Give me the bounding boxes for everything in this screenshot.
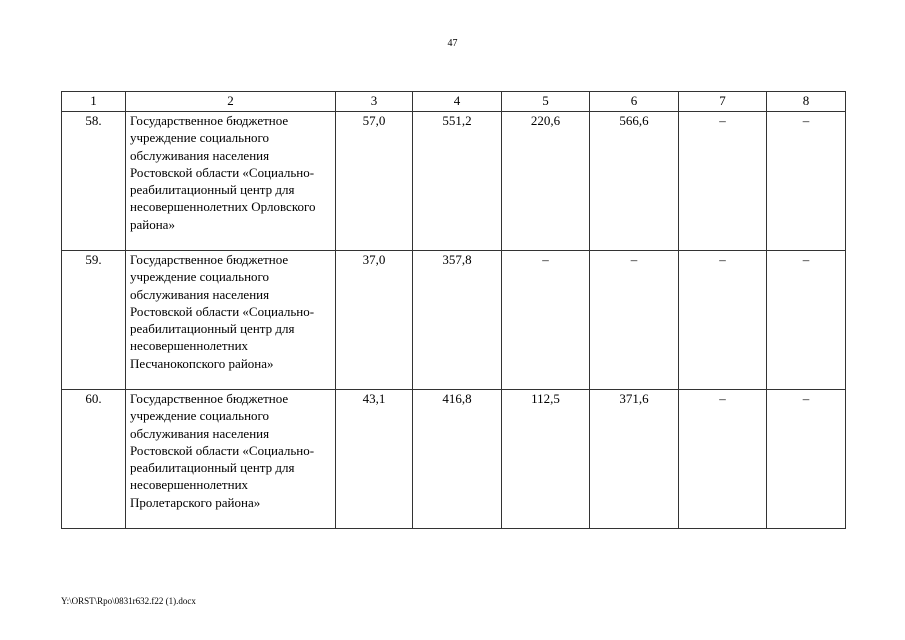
cell-col-5: 220,6: [502, 112, 590, 251]
row-number: 60.: [62, 390, 126, 529]
table-row: [62, 112, 846, 251]
institution-name: Государственное бюджетное учреждение социального обслуживания населения Ростовской области «Социально-реабилитационный центр для несовершеннолетних Пролетарского района»: [126, 390, 336, 529]
cell-col-3: 43,1: [336, 390, 413, 529]
cell-col-6: –: [590, 251, 679, 390]
document-file-path: Y:\ORST\Rpo\0831r632.f22 (1).docx: [61, 596, 196, 606]
cell-col-6: 371,6: [590, 390, 679, 529]
cell-col-4: 357,8: [413, 251, 502, 390]
column-header: 2: [126, 92, 336, 112]
cell-col-3: 57,0: [336, 112, 413, 251]
column-header: 5: [502, 92, 590, 112]
cell-col-8: –: [767, 251, 846, 390]
cell-col-8: –: [767, 112, 846, 251]
cell-col-6: 566,6: [590, 112, 679, 251]
row-number: 58.: [62, 112, 126, 251]
cell-col-3: 37,0: [336, 251, 413, 390]
cell-col-4: 416,8: [413, 390, 502, 529]
cell-col-7: –: [679, 112, 767, 251]
column-header: 4: [413, 92, 502, 112]
cell-col-4: 551,2: [413, 112, 502, 251]
cell-col-7: –: [679, 390, 767, 529]
table-row: [62, 390, 846, 529]
institution-name: Государственное бюджетное учреждение социального обслуживания населения Ростовской области «Социально-реабилитационный центр для несовершеннолетних Орловского района»: [126, 112, 336, 251]
institution-name: Государственное бюджетное учреждение социального обслуживания населения Ростовской области «Социально-реабилитационный центр для несовершеннолетних Песчанокопского района»: [126, 251, 336, 390]
cell-col-7: –: [679, 251, 767, 390]
cell-col-8: –: [767, 390, 846, 529]
table-header-row: [62, 92, 846, 112]
column-header: 3: [336, 92, 413, 112]
table-row: [62, 251, 846, 390]
column-header: 6: [590, 92, 679, 112]
cell-col-5: 112,5: [502, 390, 590, 529]
cell-col-5: –: [502, 251, 590, 390]
page-number: 47: [447, 38, 458, 49]
column-header: 7: [679, 92, 767, 112]
row-number: 59.: [62, 251, 126, 390]
budget-table: [61, 91, 846, 529]
column-header: 1: [62, 92, 126, 112]
column-header: 8: [767, 92, 846, 112]
